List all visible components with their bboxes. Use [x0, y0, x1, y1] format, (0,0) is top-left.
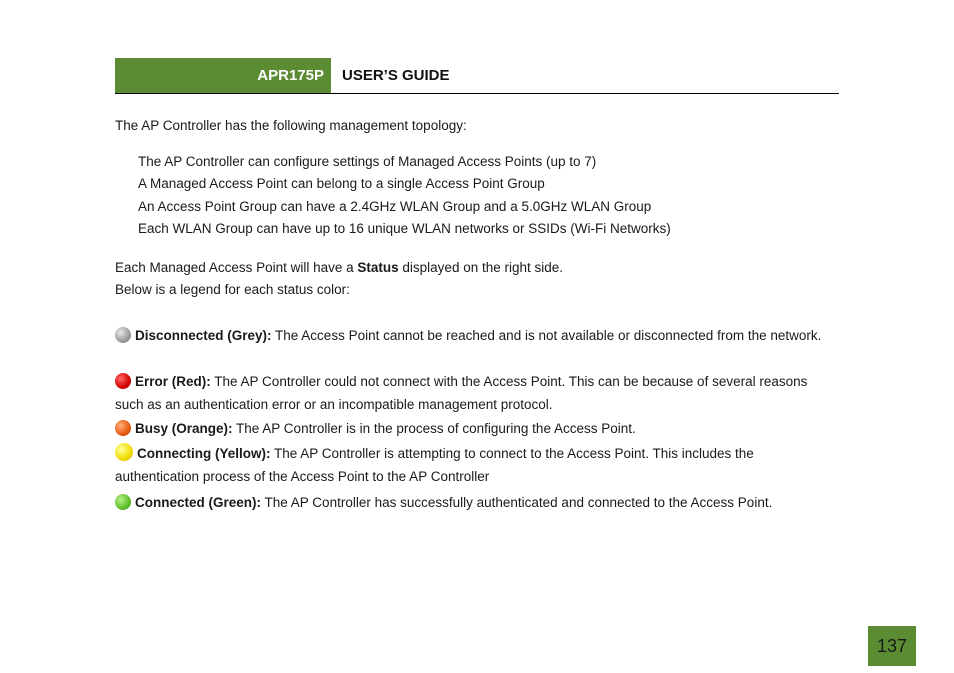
status-line-bold: Status — [357, 260, 399, 275]
topology-item: A Managed Access Point can belong to a single Access Point Group — [138, 176, 545, 191]
legend-item-connecting — [115, 442, 830, 488]
legend-text: The AP Controller is in the process of configuring the Access Point. — [232, 421, 636, 436]
legend-item-error — [115, 370, 830, 416]
page-number: 137 — [868, 626, 916, 666]
legend-item-connected — [115, 491, 830, 514]
topology-item: Each WLAN Group can have up to 16 unique WLAN networks or SSIDs (Wi-Fi Networks) — [138, 221, 671, 236]
green-status-dot-icon — [115, 494, 131, 510]
legend-label: Busy (Orange): — [135, 421, 233, 436]
yellow-status-dot-icon — [115, 443, 133, 461]
status-line-suffix: displayed on the right side. — [398, 260, 564, 275]
legend-label: Disconnected (Grey): — [135, 328, 272, 343]
legend-item-disconnected — [115, 324, 830, 347]
legend-label: Connecting (Yellow): — [137, 446, 271, 461]
red-status-dot-icon — [115, 373, 131, 389]
status-line-prefix: Each Managed Access Point will have a — [115, 260, 358, 275]
legend-text: The Access Point cannot be reached and is not available or disconnected from the network. — [271, 328, 822, 343]
orange-status-dot-icon — [115, 420, 131, 436]
legend-intro: Below is a legend for each status color: — [115, 282, 350, 297]
model-label: APR175P — [115, 58, 331, 93]
page-header — [115, 58, 839, 94]
guide-title: USER’S GUIDE — [342, 67, 450, 84]
topology-item: An Access Point Group can have a 2.4GHz WLAN Group and a 5.0GHz WLAN Group — [138, 199, 652, 214]
status-line — [115, 259, 563, 276]
intro-text: The AP Controller has the following management topology: — [115, 118, 467, 133]
legend-text: The AP Controller could not connect with the Access Point. This can be because of several reasons such as an authentication error or an incompatible management protocol. — [115, 374, 808, 412]
legend-text: The AP Controller has successfully authenticated and connected to the Access Point. — [261, 495, 773, 510]
legend-label: Connected (Green): — [135, 495, 262, 510]
legend-label: Error (Red): — [135, 374, 211, 389]
topology-item: The AP Controller can configure settings of Managed Access Points (up to 7) — [138, 154, 597, 169]
legend-item-busy — [115, 417, 830, 440]
legend-text: The AP Controller is attempting to connect to the Access Point. This includes the authentication process of the Access Point to the AP Controller — [115, 446, 754, 484]
header-divider — [115, 93, 839, 94]
grey-status-dot-icon — [115, 327, 131, 343]
